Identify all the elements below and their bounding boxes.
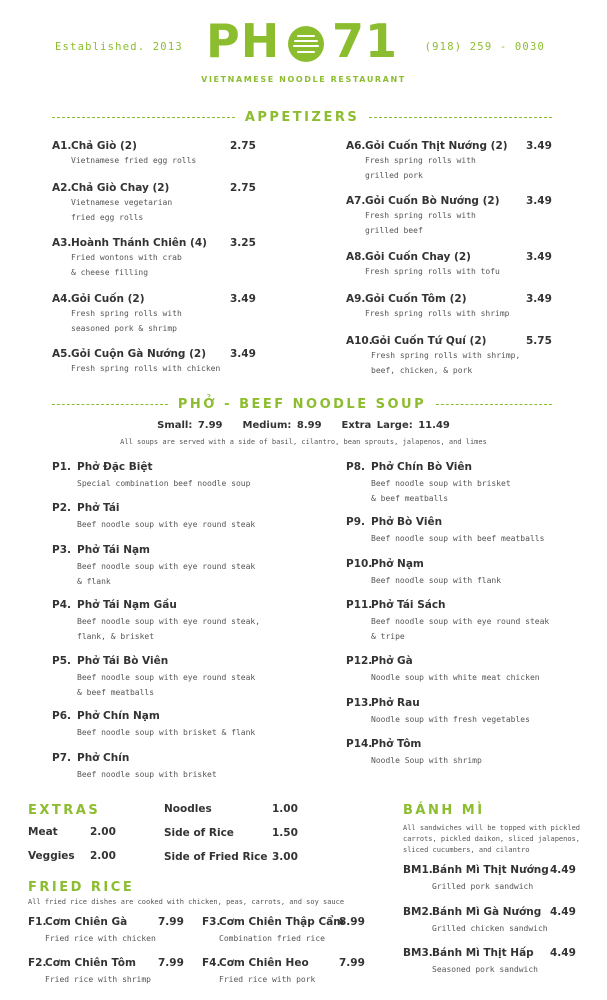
- item-description: Fresh spring rolls with shrimp: [365, 309, 510, 318]
- item-description: Beef noodle soup with eye round steak & flank: [77, 562, 256, 586]
- item-name: Phở Tái Nạm Gầu: [77, 599, 177, 611]
- item-description: Fried rice with chicken: [45, 934, 156, 943]
- item-name: Phở Tôm: [371, 738, 422, 750]
- extras-heading: EXTRAS: [28, 803, 101, 818]
- menu-item-p12: P12. Phở Gà Noodle soup with white meat chicken: [346, 655, 540, 686]
- item-description: Grilled pork sandwich: [432, 882, 534, 891]
- size-medium: Medium: 8.99: [242, 420, 322, 431]
- menu-item-a3: A3. Hoành Thánh Chiên (4) 3.25 Fried wontons with crab & cheese filling: [52, 237, 182, 280]
- extra-side-fried-rice-label: Side of Fried Rice: [164, 851, 268, 863]
- item-description: Combination fried rice: [219, 934, 325, 943]
- item-description: Vietnamese vegetarian fried egg rolls: [71, 198, 173, 222]
- menu-item-p14: P14. Phở Tôm Noodle Soup with shrimp: [346, 738, 482, 769]
- menu-item-p8: P8. Phở Chín Bò Viên Beef noodle soup with brisket & beef meatballs: [346, 461, 511, 506]
- item-name: Chả Giò Chay (2): [71, 182, 170, 194]
- menu-item-f4: F4. Cơm Chiên Heo 7.99 Fried rice with pork: [202, 957, 315, 988]
- menu-item-p13: P13. Phở Rau Noodle soup with fresh vegetables: [346, 697, 530, 728]
- item-description: Noodle Soup with shrimp: [371, 756, 482, 765]
- menu-item-a8: A8. Gỏi Cuốn Chay (2) 3.49 Fresh spring rolls with tofu: [346, 251, 500, 280]
- menu-item-f2: F2. Cơm Chiên Tôm 7.99 Fried rice with shrimp: [28, 957, 151, 988]
- fried-rice-note: All fried rice dishes are cooked with chicken, peas, carrots, and soy sauce: [28, 898, 345, 906]
- item-price: 8.99: [339, 916, 365, 928]
- restaurant-logo: [206, 16, 406, 76]
- menu-item-f3: F3. Cơm Chiên Thập Cẩm 8.99 Combination fried rice: [202, 916, 325, 947]
- pho-heading: PHỞ - BEEF NOODLE SOUP: [52, 397, 552, 412]
- item-name: Cơm Chiên Heo: [219, 957, 309, 969]
- item-description: Noodle soup with fresh vegetables: [371, 715, 530, 724]
- item-description: Grilled chicken sandwich: [432, 924, 548, 933]
- extra-side-rice-label: Side of Rice: [164, 827, 234, 839]
- menu-item-p10: P10. Phở Nạm Beef noodle soup with flank: [346, 558, 501, 589]
- item-name: Gỏi Cuốn Chay (2): [365, 251, 471, 263]
- item-description: Fresh spring rolls with tofu: [365, 267, 500, 276]
- phone-number: (918) 259 - 0030: [424, 41, 545, 53]
- item-price: 4.49: [550, 906, 576, 918]
- menu-item-p6: P6. Phở Chín Nạm Beef noodle soup with brisket & flank: [52, 710, 255, 741]
- item-price: 7.99: [158, 957, 184, 969]
- item-description: Vietnamese fried egg rolls: [71, 156, 197, 165]
- item-name: Phở Đặc Biệt: [77, 461, 153, 473]
- item-price: 5.75: [526, 335, 552, 347]
- item-name: Bánh Mì Thịt Nướng: [432, 864, 549, 876]
- menu-item-p7: P7. Phở Chín Beef noodle soup with brisket: [52, 752, 217, 783]
- appetizers-heading: APPETIZERS: [52, 110, 552, 125]
- item-description: Beef noodle soup with brisket: [77, 770, 217, 779]
- menu-item-p1: P1. Phở Đặc Biệt Special combination beef noodle soup: [52, 461, 250, 492]
- menu-item-a10: A10. Gỏi Cuốn Tứ Quí (2) 5.75 Fresh spring rolls with shrimp, beef, chicken, & pork: [346, 335, 520, 378]
- item-description: Special combination beef noodle soup: [77, 479, 251, 488]
- item-description: Beef noodle soup with eye round steak: [77, 520, 256, 529]
- item-price: 3.25: [230, 237, 256, 249]
- item-name: Cơm Chiên Tôm: [45, 957, 136, 969]
- size-extra-large: Extra Large: 11.49: [341, 420, 450, 431]
- menu-item-a2: A2. Chả Giò Chay (2) 2.75 Vietnamese vegetarian fried egg rolls: [52, 182, 172, 225]
- item-description: Beef noodle soup with eye round steak & tripe: [371, 617, 550, 641]
- item-description: Fried wontons with crab & cheese filling: [71, 253, 182, 277]
- established-text: Established. 2013: [55, 41, 183, 53]
- menu-item-f1: F1. Cơm Chiên Gà 7.99 Fried rice with chicken: [28, 916, 156, 947]
- soup-note: All soups are served with a side of basil, cilantro, bean sprouts, jalapenos, and limes: [120, 438, 487, 446]
- menu-item-a1: A1. Chả Giò (2) 2.75 Vietnamese fried egg rolls: [52, 140, 196, 169]
- menu-item-a4: A4. Gỏi Cuốn (2) 3.49 Fresh spring rolls with seasoned pork & shrimp: [52, 293, 182, 336]
- extra-veggies-label: Veggies: [28, 850, 75, 862]
- item-name: Gỏi Cuốn Tôm (2): [365, 293, 467, 305]
- item-name: Phở Nạm: [371, 558, 424, 570]
- item-description: Beef noodle soup with eye round steak & beef meatballs: [77, 673, 256, 697]
- menu-item-p9: P9. Phở Bò Viên Beef noodle soup with beef meatballs: [346, 516, 544, 547]
- item-price: 2.75: [230, 182, 256, 194]
- extra-veggies-price: 2.00: [90, 850, 116, 862]
- item-name: Phở Tái: [77, 502, 120, 514]
- menu-item-bm3: BM3. Bánh Mì Thịt Hấp 4.49 Seasoned pork sandwich: [403, 947, 538, 978]
- item-name: Gỏi Cuộn Gà Nướng (2): [71, 348, 206, 360]
- item-price: 4.49: [550, 947, 576, 959]
- extra-noodles-label: Noodles: [164, 803, 212, 815]
- item-description: Beef noodle soup with brisket & beef meatballs: [371, 479, 511, 503]
- menu-item-bm1: BM1. Bánh Mì Thịt Nướng 4.49 Grilled pork sandwich: [403, 864, 533, 895]
- item-price: 7.99: [158, 916, 184, 928]
- item-description: Fried rice with shrimp: [45, 975, 151, 984]
- banh-mi-heading: BÁNH MÌ: [403, 803, 485, 818]
- item-name: Cơm Chiên Thập Cẩm: [219, 916, 345, 928]
- item-price: 4.49: [550, 864, 576, 876]
- menu-item-p2: P2. Phở Tái Beef noodle soup with eye round steak: [52, 502, 255, 533]
- item-description: Fresh spring rolls with grilled beef: [365, 211, 476, 235]
- item-description: Seasoned pork sandwich: [432, 965, 538, 974]
- extra-meat-price: 2.00: [90, 826, 116, 838]
- item-name: Hoành Thánh Chiên (4): [71, 237, 207, 249]
- item-description: Noodle soup with white meat chicken: [371, 673, 540, 682]
- item-description: Beef noodle soup with eye round steak, flank, & brisket: [77, 617, 261, 641]
- item-description: Fresh spring rolls with chicken: [71, 364, 221, 373]
- fried-rice-heading: FRIED RICE: [28, 880, 135, 895]
- item-name: Phở Chín: [77, 752, 130, 764]
- item-description: Beef noodle soup with beef meatballs: [371, 534, 545, 543]
- item-description: Beef noodle soup with flank: [371, 576, 502, 585]
- menu-item-p5: P5. Phở Tái Bò Viên Beef noodle soup with eye round steak & beef meatballs: [52, 655, 255, 700]
- item-description: Fried rice with pork: [219, 975, 316, 984]
- item-price: 3.49: [526, 195, 552, 207]
- item-price: 3.49: [526, 140, 552, 152]
- menu-item-a5: A5. Gỏi Cuộn Gà Nướng (2) 3.49 Fresh spring rolls with chicken: [52, 348, 220, 377]
- item-description: Beef noodle soup with brisket & flank: [77, 728, 256, 737]
- soup-size-prices: [0, 420, 607, 431]
- item-name: Phở Chín Nạm: [77, 710, 160, 722]
- item-name: Gỏi Cuốn Thịt Nướng (2): [365, 140, 508, 152]
- item-price: 7.99: [339, 957, 365, 969]
- item-name: Phở Tái Bò Viên: [77, 655, 169, 667]
- item-name: Gỏi Cuốn Tứ Quí (2): [371, 335, 487, 347]
- item-name: Phở Chín Bò Viên: [371, 461, 472, 473]
- extra-meat-label: Meat: [28, 826, 58, 838]
- extra-side-fried-rice-price: 3.00: [272, 851, 298, 863]
- menu-item-p3: P3. Phở Tái Nạm Beef noodle soup with eye round steak & flank: [52, 544, 255, 589]
- item-name: Phở Tái Sách: [371, 599, 446, 611]
- extra-noodles-price: 1.00: [272, 803, 298, 815]
- banh-mi-note: All sandwiches will be topped with pickled carrots, pickled daikon, sliced jalapenos, sliced cucumbers, and cilantro: [403, 824, 581, 854]
- item-description: Fresh spring rolls with shrimp, beef, chicken, & pork: [371, 351, 521, 375]
- item-name: Phở Rau: [371, 697, 420, 709]
- logo-text-right: 71: [332, 14, 399, 68]
- item-price: 2.75: [230, 140, 256, 152]
- menu-item-a9: A9. Gỏi Cuốn Tôm (2) 3.49 Fresh spring rolls with shrimp: [346, 293, 510, 322]
- noodle-bowl-icon: [288, 26, 324, 62]
- item-name: Gỏi Cuốn Bò Nướng (2): [365, 195, 500, 207]
- item-name: Chả Giò (2): [71, 140, 137, 152]
- item-name: Phở Gà: [371, 655, 413, 667]
- item-price: 3.49: [526, 251, 552, 263]
- logo-text-left: PH: [206, 14, 281, 68]
- menu-item-p4: P4. Phở Tái Nạm Gầu Beef noodle soup with eye round steak, flank, & brisket: [52, 599, 260, 644]
- item-price: 3.49: [230, 293, 256, 305]
- item-name: Phở Bò Viên: [371, 516, 443, 528]
- item-price: 3.49: [526, 293, 552, 305]
- item-name: Bánh Mì Thịt Hấp: [432, 947, 534, 959]
- item-name: Gỏi Cuốn (2): [71, 293, 145, 305]
- menu-item-bm2: BM2. Bánh Mì Gà Nướng 4.49 Grilled chicken sandwich: [403, 906, 548, 937]
- item-name: Bánh Mì Gà Nướng: [432, 906, 542, 918]
- item-name: Phở Tái Nạm: [77, 544, 151, 556]
- item-name: Cơm Chiên Gà: [45, 916, 128, 928]
- menu-item-a6: A6. Gỏi Cuốn Thịt Nướng (2) 3.49 Fresh spring rolls with grilled pork: [346, 140, 476, 183]
- item-description: Fresh spring rolls with seasoned pork & shrimp: [71, 309, 182, 333]
- item-description: Fresh spring rolls with grilled pork: [365, 156, 476, 180]
- menu-item-a7: A7. Gỏi Cuốn Bò Nướng (2) 3.49 Fresh spring rolls with grilled beef: [346, 195, 476, 238]
- extra-side-rice-price: 1.50: [272, 827, 298, 839]
- restaurant-subtitle: VIETNAMESE NOODLE RESTAURANT: [201, 75, 406, 84]
- size-small: Small: 7.99: [157, 420, 223, 431]
- menu-item-p11: P11. Phở Tái Sách Beef noodle soup with eye round steak & tripe: [346, 599, 549, 644]
- item-price: 3.49: [230, 348, 256, 360]
